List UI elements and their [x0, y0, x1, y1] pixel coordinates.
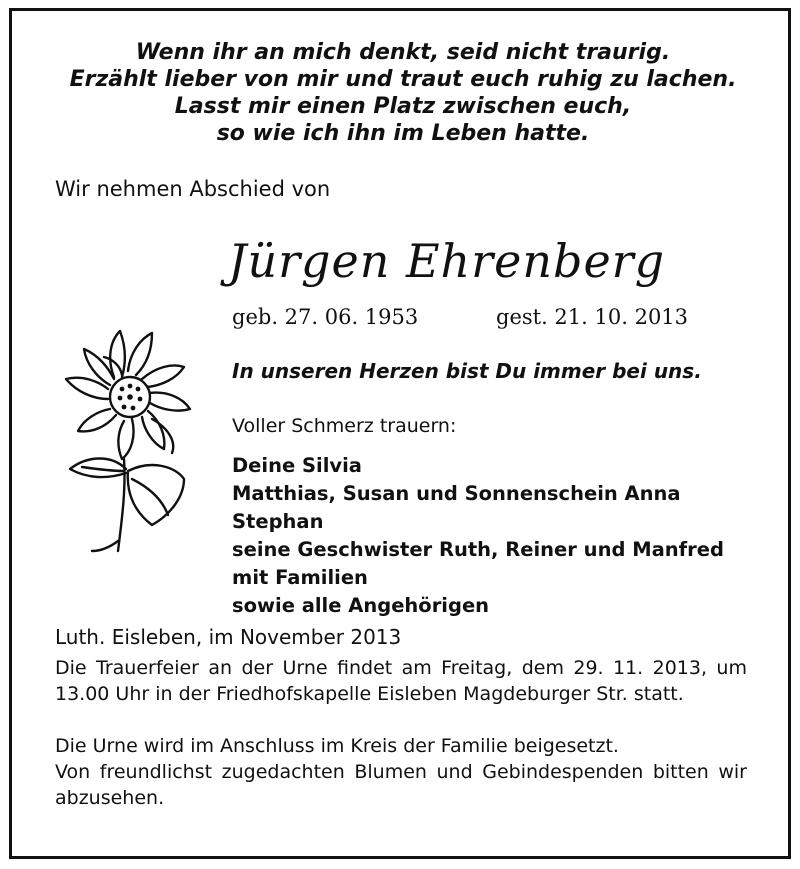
deceased-name: Jürgen Ehrenberg: [228, 234, 666, 288]
mourner-line: seine Geschwister Ruth, Reiner und Manfred: [232, 538, 724, 561]
verse-line-4: so wie ich ihn im Leben hatte.: [216, 121, 590, 146]
mourner-line: sowie alle Angehörigen: [232, 594, 490, 617]
obituary-frame: [9, 8, 791, 859]
death-date: gest. 21. 10. 2013: [496, 305, 689, 329]
mourners-intro: Voller Schmerz trauern:: [232, 415, 457, 437]
flowers-text: Von freundlichst zugedachten Blumen und Gebindespenden bitten wir abzusehen.: [55, 761, 747, 809]
mourner-line: Matthias, Susan und Sonnenschein Anna: [232, 482, 681, 505]
ceremony-text: Die Trauerfeier an der Urne findet am Freitag, dem 29. 11. 2013, um 13.00 Uhr in der Friedhofskapelle Eisleben Magdeburger Str. statt.: [55, 657, 747, 705]
mourner-line: Stephan: [232, 510, 324, 533]
mourner-line: mit Familien: [232, 566, 368, 589]
birth-date: geb. 27. 06. 1953: [232, 305, 419, 329]
mourners-list: [232, 452, 724, 620]
motto: In unseren Herzen bist Du immer bei uns.: [232, 359, 702, 383]
sunflower-icon: [52, 319, 212, 559]
burial-text: Die Urne wird im Anschluss im Kreis der Familie beigesetzt.: [55, 735, 619, 757]
place-and-date: Luth. Eisleben, im November 2013: [55, 625, 402, 649]
verse-line-1: Wenn ihr an mich denkt, seid nicht traurig.: [135, 40, 671, 65]
verse-line-2: Erzählt lieber von mir und traut euch ruhig zu lachen.: [69, 67, 737, 92]
farewell-intro: Wir nehmen Abschied von: [55, 177, 331, 201]
mourner-line: Deine Silvia: [232, 454, 362, 477]
verse-line-3: Lasst mir einen Platz zwischen euch,: [174, 94, 632, 119]
